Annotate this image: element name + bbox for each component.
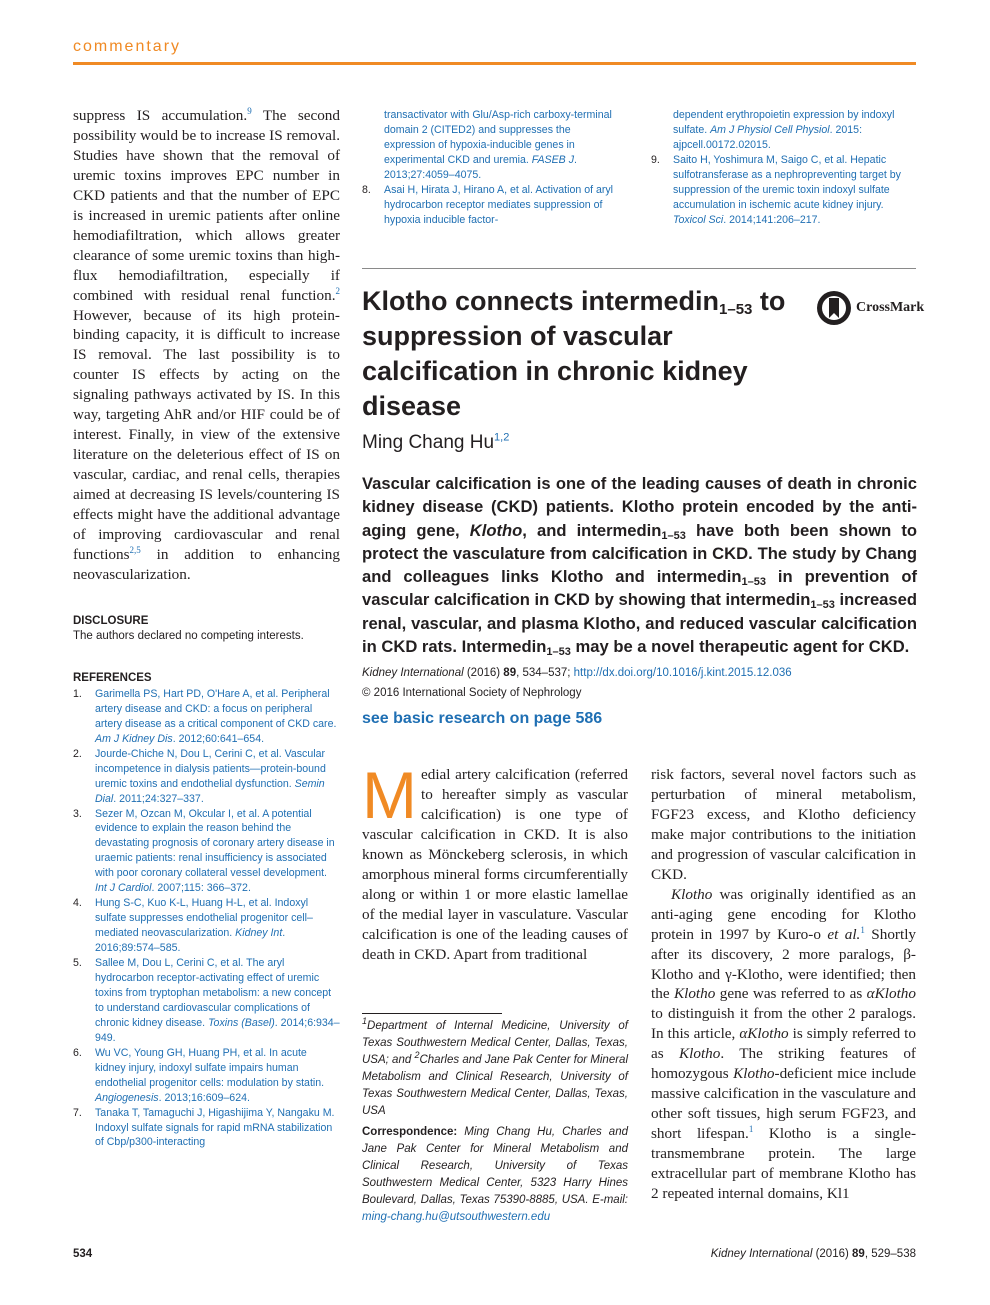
reference-number: 1.	[73, 687, 82, 700]
references-heading: REFERENCES	[73, 671, 152, 684]
body-paragraph: Klotho was originally identified as an anti-aging gene encoding for Klotho protein in 1997 by Kuro-o et al.$^1$ Shortly after its discovery, 2 more paralogs, β-Klotho and γ-Klotho, were identified; then the Klotho gene was referred to as αKlotho to distinguish it from the other 2 paralogs. In this article, αKlotho is simply referred to as Klotho. The striking features of homozygous Klotho-deficient mice include massive calcification in the vasculature and other soft tissues, high serum FGF23, and short lifespan.$^1$ Klotho is a single-transmembrane protein. The large extracellular part of membrane Klotho has 2 repeated internal domains, Kl1	[651, 885, 917, 1203]
email-link[interactable]: ming-chang.hu@utsouthwestern.edu	[362, 1211, 551, 1223]
reference-number: 5.	[73, 957, 82, 970]
see-basic-research-link[interactable]: see basic research on page 586	[362, 710, 603, 727]
text-run: The second possibility would be to increase IS removal. Studies have shown that the removal of uremic toxins improves EPC number in CKD patients and that the number of EPC is increased in uremic patients after online hemodiafiltration, which allows greater clearance of some uremic toxins than high-flux hemodiafiltration, especially if combined with residual renal function.	[73, 107, 340, 304]
left-body-paragraph	[73, 106, 340, 585]
abstract: Vascular calcification is one of the leading causes of death in chronic kidney disease (CKD) patients. Klotho protein encoded by the anti-aging gene, Klotho, and intermedin$_{1-53}$ have both been shown to protect the vasculature from calcification in CKD. The study by Chang and colleagues links Klotho and intermedin$_{1-53}$ in prevention of vascular calcification in CKD by showing that intermedin$_{1-53}$ increased renal, vascular, and plasma Klotho, and reduced vascular calcification in CKD rats. Intermedin$_{1-53}$ may be a novel therapeutic agent for CKD.	[362, 474, 918, 659]
crossmark-badge[interactable]	[816, 288, 926, 328]
reference-link[interactable]: Tanaka T, Tamaguchi J, Higashijima Y, Nangaku M. Indoxyl sulfate signals for rapid mRNA stabilization of Cbp/p300-interacting	[95, 1106, 335, 1149]
author-affiliation-marker[interactable]: 1,2	[494, 431, 510, 444]
reference-item[interactable]	[651, 153, 917, 228]
citation-link[interactable]: 9	[247, 105, 252, 116]
left-column	[73, 106, 340, 1150]
reference-link[interactable]: Garimella PS, Hart PD, O'Hare A, et al. Peripheral artery disease and CKD: a focus on peripheral artery disease as a critical component of CKD care. Am J Kidney Dis. 2012;60:641–654.	[95, 687, 337, 745]
text-run: suppress IS accumulation.	[73, 107, 248, 124]
reference-number: 7.	[73, 1106, 82, 1119]
reference-item[interactable]	[73, 807, 340, 897]
reference-link[interactable]: Sallee M, Dou L, Cerini C, et al. The aryl hydrocarbon receptor-activating effect of uremic toxins from tryptophan metabolism: a new concept to understand cardiovascular complications of chronic kidney disease. Toxins (Basel). 2014;6:934–949.	[95, 957, 340, 1044]
reference-item[interactable]	[651, 108, 917, 153]
reference-item[interactable]	[73, 896, 340, 956]
reference-item[interactable]	[73, 687, 340, 747]
title-divider	[362, 268, 916, 269]
article-title: Klotho connects intermedin$_{1-53}$ to suppression of vascular calcification in chronic kidney disease	[362, 286, 786, 421]
reference-item[interactable]	[73, 1046, 340, 1106]
author-line	[362, 432, 509, 454]
reference-link[interactable]: Hung S-C, Kuo K-L, Huang H-L, et al. Indoxyl sulfate suppresses endothelial progenitor cell–mediated neovascularization. Kidney Int. 2016;89:574–585.	[95, 897, 313, 955]
reference-link[interactable]: Sezer M, Ozcan M, Okcular I, et al. A potential evidence to explain the reason behind the devastating prognosis of coronary artery disease in uraemic patients: renal insufficiency is associated with poor coronary collateral vessel development. Int J Cardiol. 2007;115: 366–372.	[95, 807, 335, 895]
reference-item[interactable]	[362, 108, 617, 183]
reference-link[interactable]: Jourde-Chiche N, Dou L, Cerini C, et al. Vascular incompetence in dialysis patients—protein-bound uremic toxins and endothelial dysfunction. Semin Dial. 2011;24:327–337.	[95, 747, 326, 805]
reference-number-blank	[651, 108, 673, 153]
author-name: Ming Chang Hu	[362, 432, 495, 453]
header-rule	[73, 62, 916, 65]
crossmark-label: CrossMark	[856, 300, 925, 315]
reference-item[interactable]	[362, 183, 617, 228]
body-right-column	[651, 765, 916, 1204]
reference-number-blank	[362, 108, 384, 183]
reference-number: 3.	[73, 807, 82, 820]
reference-item[interactable]	[73, 956, 340, 1046]
reference-item[interactable]	[73, 747, 340, 807]
reference-link[interactable]: dependent erythropoietin expression by indoxyl sulfate. Am J Physiol Cell Physiol. 2015: ajpcell.00172.02015.	[673, 109, 895, 151]
citation-line: Kidney International (2016) 89, 534–537; http://dx.doi.org/10.1016/j.kint.2015.12.036	[362, 667, 792, 679]
reference-number: 9.	[651, 153, 660, 166]
citation-link[interactable]: 2	[335, 285, 340, 296]
reference-item[interactable]	[73, 1106, 340, 1151]
references-continued-middle	[362, 108, 617, 228]
correspondence-footnote: Correspondence: Ming Chang Hu, Charles and Jane Pak Center for Mineral Metabolism and Clinical Research, University of Texas Southwestern Medical Center, 5323 Harry Hines Boulevard, Dallas, Texas 75390-8885, USA. E-mail: ming-chang.hu@utsouthwestern.edu	[362, 1126, 628, 1223]
reference-link[interactable]: Saito H, Yoshimura M, Saigo C, et al. Hepatic sulfotransferase as a nephropreventing target by suppression of the uremic toxin indoxyl sulfate accumulation in ischemic acute kidney injury. Toxicol Sci. 2014;141:206–217.	[673, 153, 901, 226]
citation-block	[362, 664, 922, 703]
affiliation-footnote: $^1$Department of Internal Medicine, University of Texas Southwestern Medical Center, Dallas, Texas, USA; and $^2$Charles and Jane Pak Center for Mineral Metabolism and Clinical Research, University of Texas Southwestern Medical Center, Dallas, Texas, USA	[362, 1016, 628, 1117]
footnote-divider	[362, 1013, 502, 1014]
section-label: commentary	[73, 38, 182, 55]
references-list	[73, 687, 340, 1151]
disclosure-text: The authors declared no competing interests.	[73, 629, 304, 642]
page-number: 534	[73, 1248, 93, 1260]
reference-link[interactable]: transactivator with Glu/Asp-rich carboxy-terminal domain 2 (CITED2) and suppresses the expression of hypoxia-inducible genes in experimental CKD and uremia. FASEB J. 2013;27:4059–4075.	[384, 109, 612, 181]
crossmark-icon	[816, 290, 852, 326]
reference-number: 8.	[362, 183, 371, 196]
text-run: However, because of its high protein-binding capacity, it is difficult to increase IS removal. The last possibility is to counter IS effects by acting on the signaling pathways activated by IS. In this way, targeting AhR and/or HIF could be of interest. Finally, in view of the extensive literature on the deleterious effect of IS on vascular, cardiac, and renal cells, therapies aimed at decreasing IS levels/countering IS effects might have the additional advantage of improving cardiovascular and renal functions	[73, 306, 340, 563]
body-paragraph: risk factors, several novel factors such as perturbation of mineral metabolism, FGF23 excess, and Klotho deficiency make major contributions to the initiation and progression of vascular calcification in CKD.	[651, 766, 916, 883]
text-run: in addition to enhancing neovascularization.	[73, 545, 340, 583]
copyright-line: © 2016 International Society of Nephrology	[362, 686, 582, 699]
citation-link[interactable]: 1	[860, 924, 865, 935]
page-header	[73, 38, 916, 64]
citation-link[interactable]: 1	[748, 1124, 754, 1135]
citation-link[interactable]: 2,5	[129, 544, 141, 555]
reference-number: 2.	[73, 747, 82, 760]
disclosure-heading: DISCLOSURE	[73, 614, 149, 627]
references-continued-right	[651, 108, 917, 228]
reference-link[interactable]: Wu VC, Young GH, Huang PH, et al. In acute kidney injury, indoxyl sulfate impairs human endothelial progenitor cells: modulation by statin. Angiogenesis. 2013;16:609–624.	[95, 1046, 325, 1104]
reference-link[interactable]: Asai H, Hirata J, Hirano A, et al. Activation of aryl hydrocarbon receptor mediates suppression of hypoxia inducible factor-	[384, 183, 614, 226]
drop-cap: M	[362, 758, 417, 832]
reference-number: 6.	[73, 1046, 82, 1059]
reference-number: 4.	[73, 897, 82, 910]
body-paragraph-middle: Medial artery calcification (referred to hereafter simply as vascular calcification) is one type of vascular calcification in CKD. It is also known as Mönckeberg sclerosis, in which amorphous mineral forms circumferentially along or within 1 or more elastic lamellae of the medial layer in vasculature. Vascular calcification is one of the leading causes of death in CKD. Apart from traditional	[362, 758, 628, 963]
running-footer: Kidney International (2016) 89, 529–538	[710, 1248, 916, 1260]
doi-link[interactable]: http://dx.doi.org/10.1016/j.kint.2015.12.036	[573, 667, 792, 679]
